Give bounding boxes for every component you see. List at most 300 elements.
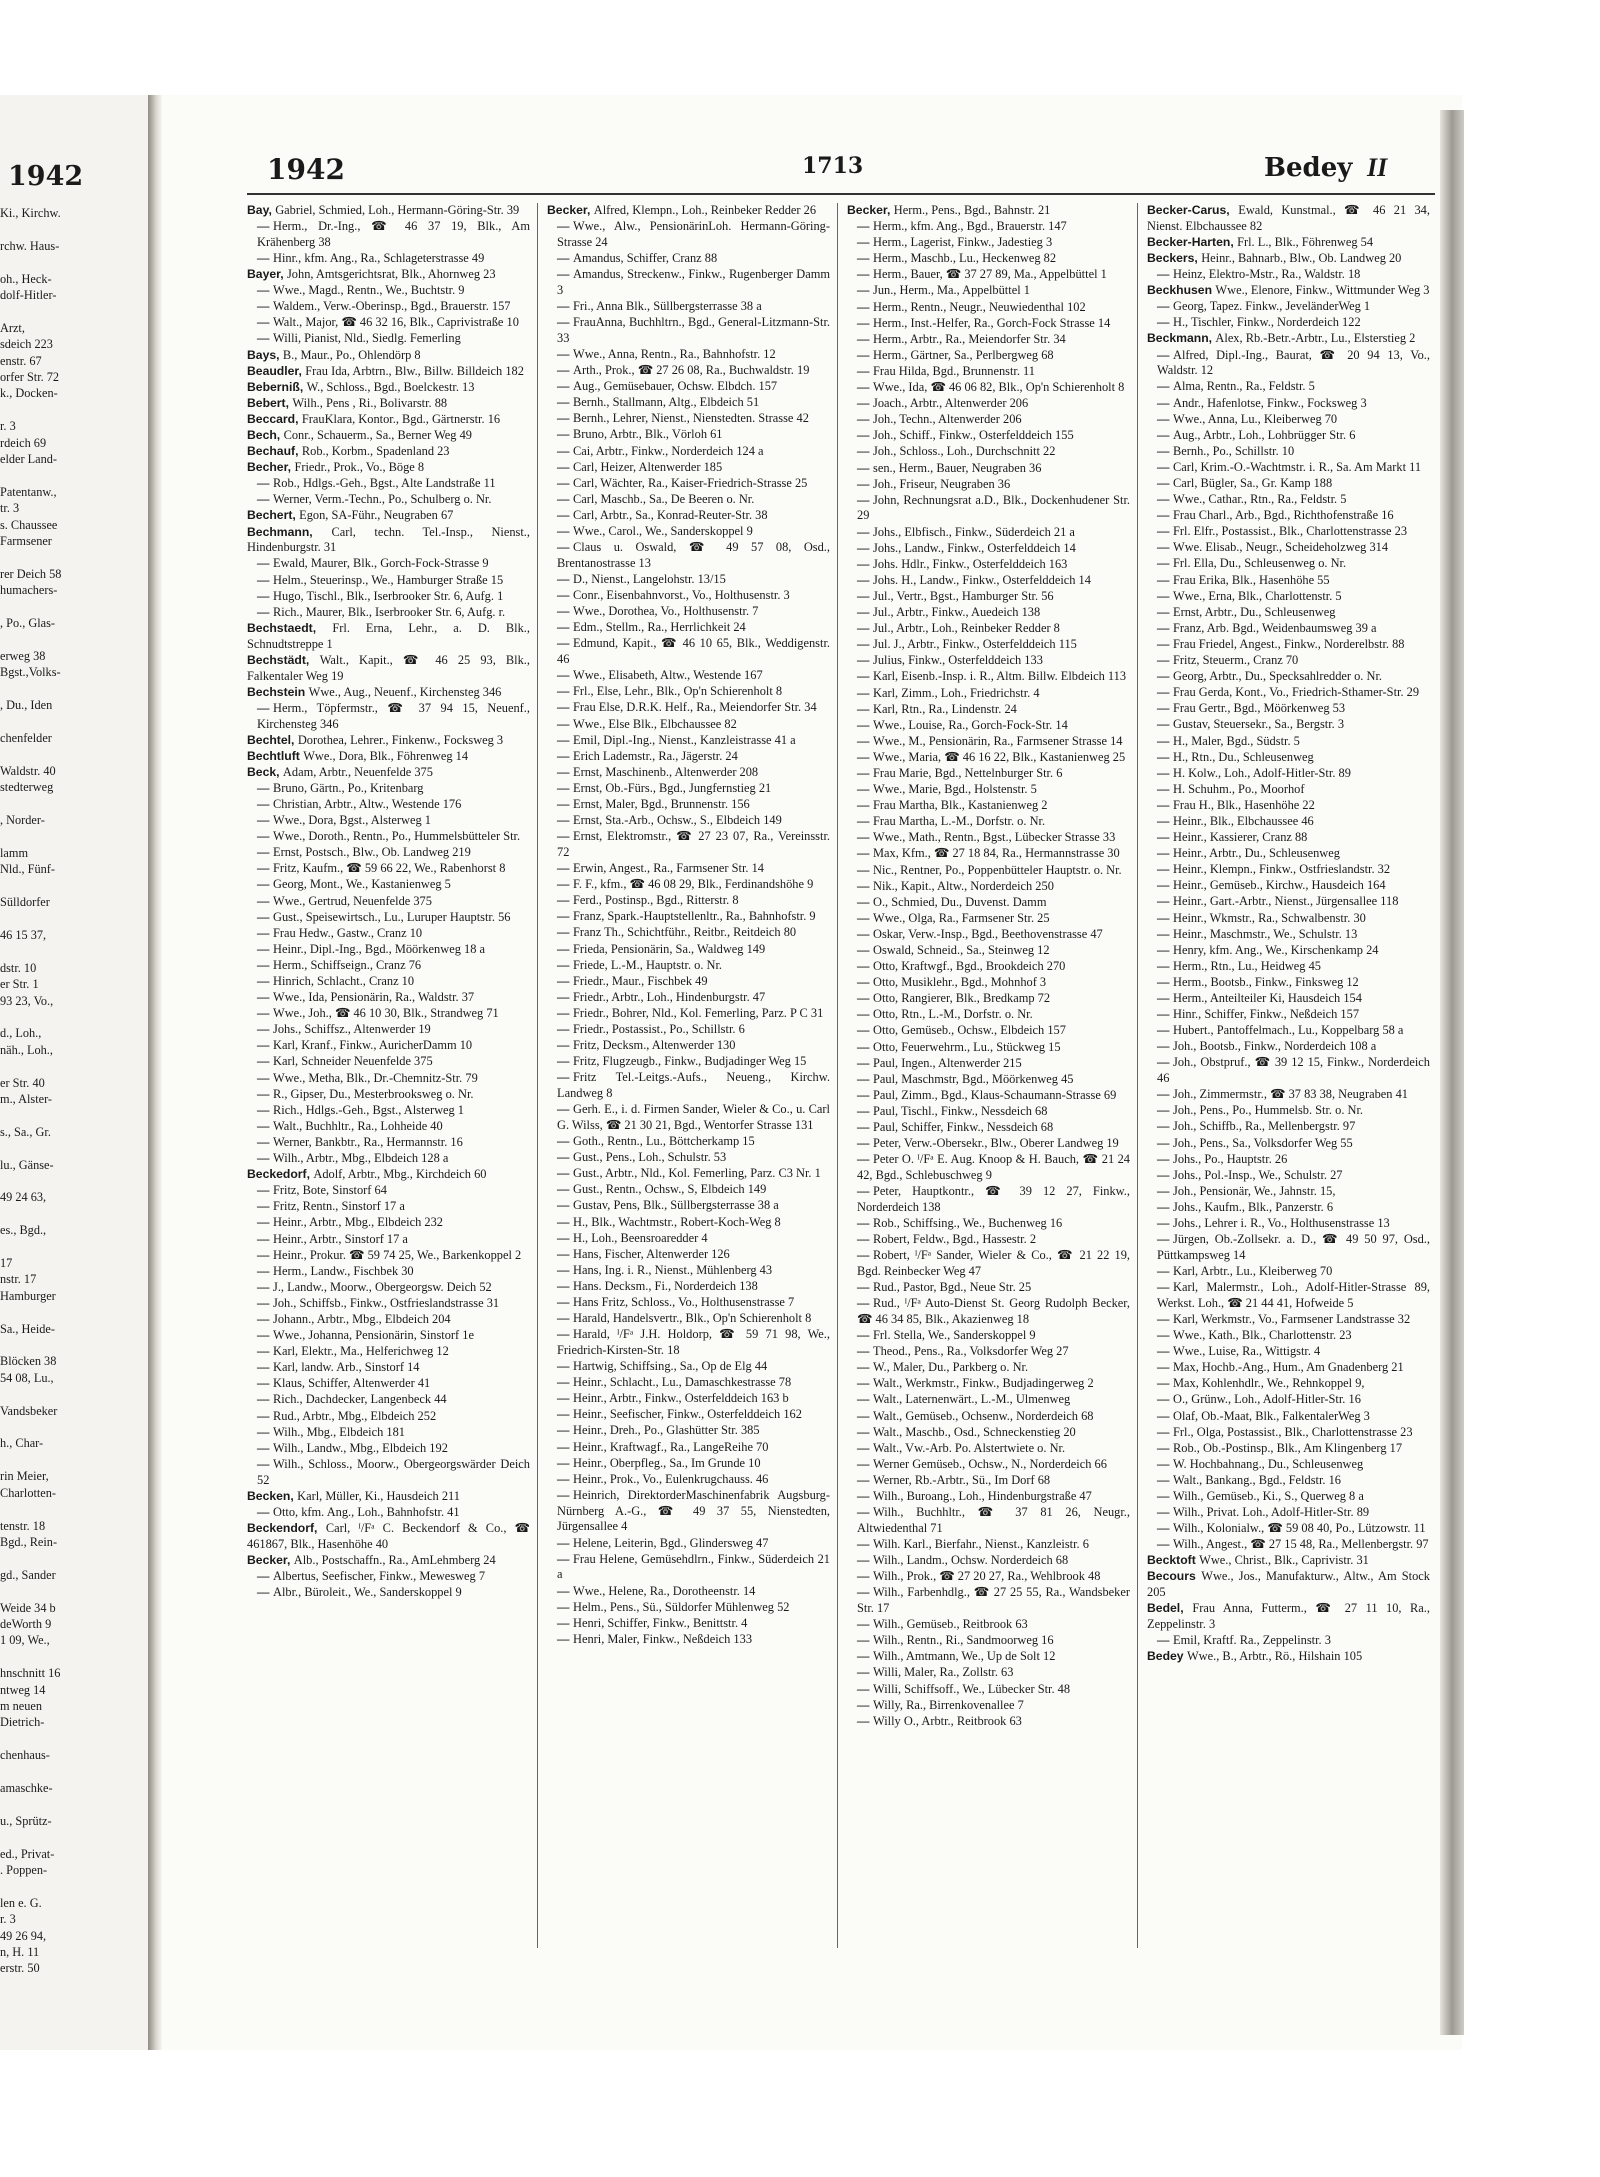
entry-dash: — xyxy=(857,1472,870,1487)
directory-entry xyxy=(847,396,1130,412)
entry-dash: — xyxy=(1157,1264,1170,1278)
entry-details: Conr., Eisenbahnvorst., Vo., Holthusenstr. 3 xyxy=(573,588,790,603)
directory-entry xyxy=(547,829,830,861)
entry-dash: — xyxy=(857,814,870,829)
directory-entry xyxy=(1147,1039,1430,1055)
left-page-line: 54 08, Lu., xyxy=(0,1370,54,1385)
directory-entry xyxy=(247,1022,530,1038)
directory-entry xyxy=(1147,396,1430,412)
entry-details: Paul, Schiffer, Finkw., Nessdeich 68 xyxy=(873,1120,1054,1135)
directory-entry xyxy=(247,1151,530,1167)
entry-details: Heinr., Wkmstr., Ra., Schwalbenstr. 30 xyxy=(1173,910,1366,925)
entry-dash: — xyxy=(557,1375,570,1390)
entry-details: Heinr., Arbtr., Du., Schleusenweg xyxy=(1173,846,1340,861)
entry-dash: — xyxy=(1157,1456,1170,1471)
entry-dash: — xyxy=(1157,1199,1170,1214)
entry-dash: — xyxy=(857,1216,870,1231)
entry-dash: — xyxy=(257,1328,270,1343)
entry-details: Alfred, Dipl.-Ing., Baurat, ☎ 20 94 13, Vo., Waldstr. 12 xyxy=(1157,347,1430,378)
entry-details: Karl, landw. Arb., Sinstorf 14 xyxy=(273,1360,420,1375)
entry-details: Wilh., Landm., Ochsw. Norderdeich 68 xyxy=(873,1553,1069,1568)
entry-details: Wwe., Gertrud, Neuenfelde 375 xyxy=(273,893,432,908)
directory-entry xyxy=(847,959,1130,975)
directory-entry xyxy=(1147,685,1430,701)
entry-details: Herm., Inst.-Helfer, Ra., Gorch-Fock Strasse 14 xyxy=(873,315,1111,330)
entry-surname: Becktoft xyxy=(1147,1553,1200,1568)
directory-entry xyxy=(547,1006,830,1022)
entry-dash: — xyxy=(257,893,270,908)
left-page-line: 49 26 94, xyxy=(0,1928,47,1943)
entry-details: Amandus, Streckenw., Finkw., Rugenberger Damm 3 xyxy=(557,267,830,297)
directory-entry xyxy=(247,926,530,942)
directory-entry xyxy=(847,879,1130,895)
entry-surname: Bedel, xyxy=(1147,1601,1193,1616)
entry-dash: — xyxy=(257,845,270,860)
entry-details: Wwe., Dorothea, Vo., Holthusenstr. 7 xyxy=(573,604,759,619)
entry-details: Wwe. Elisab., Neugr., Scheideholzweg 314 xyxy=(1173,540,1389,555)
entry-details: Carl, Heizer, Altenwerder 185 xyxy=(573,459,723,474)
directory-entry xyxy=(247,894,530,910)
directory-entry xyxy=(847,1489,1130,1505)
entry-dash: — xyxy=(857,846,870,861)
directory-column-4 xyxy=(1147,203,1430,1948)
entry-dash: — xyxy=(857,1136,870,1151)
entry-dash: — xyxy=(857,1023,870,1038)
entry-dash: — xyxy=(557,1038,570,1053)
directory-entry xyxy=(247,861,530,877)
entry-dash: — xyxy=(557,780,570,795)
directory-entry xyxy=(847,718,1130,734)
entry-dash: — xyxy=(857,428,870,443)
entry-details: Paul, Tischl., Finkw., Nessdeich 68 xyxy=(873,1103,1048,1118)
directory-entry xyxy=(547,620,830,636)
directory-entry xyxy=(847,444,1130,460)
entry-dash: — xyxy=(257,796,270,811)
left-page-line: m neuen xyxy=(0,1698,43,1713)
entry-dash: — xyxy=(1157,942,1170,957)
entry-surname: Bechstaedt, xyxy=(247,620,333,635)
directory-entry xyxy=(847,1569,1130,1585)
entry-details: Wwe., Maria, ☎ 46 16 22, Blk., Kastanienweg 25 xyxy=(873,749,1126,764)
entry-details: Edmund, Kapit., ☎ 46 10 65, Blk., Weddigenstr. 46 xyxy=(557,636,830,667)
entry-details: Wwe., Elenore, Finkw., Wittmunder Weg 3 xyxy=(1215,283,1430,298)
entry-dash: — xyxy=(257,861,270,876)
entry-dash: — xyxy=(257,476,270,491)
entry-details: Hinr., kfm. Ang., Ra., Schlageterstrasse 49 xyxy=(273,250,485,265)
directory-entry xyxy=(547,861,830,877)
directory-entry xyxy=(1147,1425,1430,1441)
directory-entry xyxy=(547,395,830,411)
directory-entry xyxy=(247,1135,530,1151)
entry-dash: — xyxy=(857,1649,870,1664)
entry-details: Fri., Anna Blk., Süllbergsterrasse 38 a xyxy=(573,298,762,313)
left-page-line: nstr. 17 xyxy=(0,1272,37,1287)
entry-details: H. Kolw., Loh., Adolf-Hitler-Str. 89 xyxy=(1173,765,1351,780)
entry-dash: — xyxy=(557,877,570,892)
left-page-line xyxy=(0,1304,148,1320)
entry-dash: — xyxy=(557,1535,570,1550)
directory-entry xyxy=(847,1473,1130,1489)
directory-entry xyxy=(247,765,530,781)
entry-dash: — xyxy=(1157,797,1170,812)
directory-entry xyxy=(847,1296,1130,1328)
entry-details: Ernst, Sta.-Arb., Ochsw., S., Elbdeich 149 xyxy=(573,813,782,828)
directory-entry xyxy=(1147,959,1430,975)
directory-entry xyxy=(1147,1537,1430,1553)
entry-details: Heinz, Elektro-Mstr., Ra., Waldstr. 18 xyxy=(1173,267,1361,282)
entry-details: Heinr., Dreh., Po., Glashütter Str. 385 xyxy=(573,1423,760,1438)
left-page-line: 46 15 37, xyxy=(0,927,47,942)
entry-details: Frau Gerda, Kont., Vo., Friedrich-Sthamer-Str. 29 xyxy=(1173,685,1420,700)
directory-entry xyxy=(1147,782,1430,798)
entry-details: Heinr., Kraftwagf., Ra., LangeReihe 70 xyxy=(573,1439,769,1454)
directory-entry xyxy=(1147,653,1430,669)
directory-entry xyxy=(847,605,1130,621)
entry-details: Wwe., Johanna, Pensionärin, Sinstorf 1e xyxy=(273,1328,474,1343)
entry-dash: — xyxy=(557,700,570,715)
directory-entry xyxy=(547,1359,830,1375)
directory-entry xyxy=(547,1488,830,1535)
entry-details: Frl. Stella, We., Sanderskoppel 9 xyxy=(873,1328,1036,1343)
entry-details: Walt., Major, ☎ 46 32 16, Blk., Caprivistraße 10 xyxy=(273,315,519,330)
directory-entry xyxy=(847,1537,1130,1553)
entry-details: Frl. Erna, Lehr., a. D. Blk., Schnudtstreppe 1 xyxy=(247,620,530,651)
entry-dash: — xyxy=(857,1280,870,1295)
entry-dash: — xyxy=(257,974,270,989)
entry-dash: — xyxy=(1157,315,1170,330)
entry-dash: — xyxy=(857,396,870,411)
directory-entry xyxy=(847,1232,1130,1248)
entry-dash: — xyxy=(857,894,870,909)
entry-details: Helm., Pens., Sü., Süldorfer Mühlenweg 52 xyxy=(573,1599,790,1614)
entry-details: Andr., Hafenlotse, Finkw., Focksweg 3 xyxy=(1173,395,1367,410)
entry-dash: — xyxy=(857,1087,870,1102)
directory-entry xyxy=(547,1247,830,1263)
entry-details: Wwe., Dora, Bgst., Alsterweg 1 xyxy=(273,813,431,828)
entry-details: Joh., Obstpruf., ☎ 39 12 15, Finkw., Norderdeich 46 xyxy=(1157,1055,1430,1086)
entry-dash: — xyxy=(857,669,870,684)
entry-dash: — xyxy=(1157,1311,1170,1326)
entry-dash: — xyxy=(857,749,870,764)
directory-entry xyxy=(547,1038,830,1054)
directory-entry xyxy=(1147,766,1430,782)
entry-details: Carl, Arbtr., Sa., Konrad-Reuter-Str. 38 xyxy=(573,507,768,522)
entry-details: Joh., Schiffb., Ra., Mellenbergstr. 97 xyxy=(1173,1119,1356,1134)
directory-entry xyxy=(847,846,1130,862)
entry-dash: — xyxy=(1157,1633,1170,1648)
entry-details: Heinr., Schlacht., Lu., Damaschkestrasse 78 xyxy=(573,1375,792,1390)
entry-details: Fritz Tel.-Leitgs.-Aufs., Neueng., Kirchw. Landweg 8 xyxy=(557,1070,830,1101)
entry-details: Johs., Kaufm., Blk., Panzerstr. 6 xyxy=(1173,1199,1334,1214)
entry-dash: — xyxy=(557,523,570,538)
entry-details: Joh., Bootsb., Finkw., Norderdeich 108 a xyxy=(1173,1039,1377,1054)
entry-details: Frl. Elfr., Postassist., Blk., Charlottenstrasse 23 xyxy=(1173,524,1408,539)
directory-entry xyxy=(847,637,1130,653)
entry-details: John, Amtsgerichtsrat, Blk., Ahornweg 23 xyxy=(286,267,496,282)
entry-details: Ernst, Ob.-Fürs., Bgd., Jungfernstieg 21 xyxy=(573,780,772,795)
entry-dash: — xyxy=(557,764,570,779)
directory-entry xyxy=(247,1183,530,1199)
entry-details: Bernh., Stallmann, Altg., Elbdeich 51 xyxy=(573,395,760,410)
entry-dash: — xyxy=(557,1615,570,1630)
entry-dash: — xyxy=(557,411,570,426)
left-page-line: 1 09, We., xyxy=(0,1633,50,1648)
entry-details: Hans Fritz, Schloss., Vo., Holthusenstrasse 7 xyxy=(573,1295,795,1309)
directory-entry xyxy=(847,1425,1130,1441)
entry-dash: — xyxy=(257,572,270,587)
entry-details: Harald, ᴵ/Fᵃ J.H. Holdorp, ☎ 59 71 98, We., Friedrich-Kirsten-Str. 18 xyxy=(557,1327,830,1357)
entry-details: Herm., Rtn., Lu., Heidweg 45 xyxy=(1173,958,1321,973)
directory-entry xyxy=(247,1553,530,1569)
entry-details: Wilh., Angest., ☎ 27 15 48, Ra., Mellenbergstr. 97 xyxy=(1173,1537,1429,1552)
directory-entry xyxy=(847,364,1130,380)
entry-details: Frau Anna, Futterm., ☎ 27 11 10, Ra., Zeppelinstr. 3 xyxy=(1147,1601,1430,1632)
directory-entry xyxy=(1147,1409,1430,1425)
directory-entry xyxy=(547,765,830,781)
entry-details: Herm., Schiffseign., Cranz 76 xyxy=(273,957,422,972)
directory-entry xyxy=(1147,1087,1430,1103)
entry-details: Wilh., Buchhltr., ☎ 37 81 26, Neugr., Altwiedenthal 71 xyxy=(857,1505,1130,1535)
entry-dash: — xyxy=(257,909,270,924)
entry-details: H., Rtn., Du., Schleusenweg xyxy=(1173,749,1314,764)
entry-dash: — xyxy=(557,459,570,474)
entry-details: Wilh., Privat. Loh., Adolf-Hitler-Str. 89 xyxy=(1173,1505,1370,1520)
entry-dash: — xyxy=(1157,459,1170,474)
entry-dash: — xyxy=(557,346,570,361)
directory-column-1 xyxy=(247,203,530,1948)
entry-dash: — xyxy=(857,524,870,539)
left-page-line: k., Docken- xyxy=(0,386,58,401)
entry-dash: — xyxy=(557,395,570,410)
left-page-line xyxy=(0,1239,148,1255)
entry-details: Wwe., Kath., Blk., Charlottenstr. 23 xyxy=(1173,1328,1352,1343)
entry-details: Heinr., Arbtr., Finkw., Osterfelddeich 163 b xyxy=(573,1391,789,1406)
entry-dash: — xyxy=(1157,701,1170,716)
left-page-line: r. 3 xyxy=(0,1912,16,1927)
entry-details: Erwin, Angest., Ra., Farmsener Str. 14 xyxy=(573,861,765,876)
directory-entry xyxy=(1147,1489,1430,1505)
left-page-line: rdeich 69 xyxy=(0,435,47,450)
directory-entry xyxy=(1147,1553,1430,1569)
entry-dash: — xyxy=(857,1440,870,1455)
directory-entry xyxy=(1147,379,1430,395)
directory-entry xyxy=(847,863,1130,879)
entry-dash: — xyxy=(1157,299,1170,314)
entry-surname: Becker-Carus, xyxy=(1147,203,1239,217)
directory-entry xyxy=(847,653,1130,669)
entry-dash: — xyxy=(857,1007,870,1022)
entry-dash: — xyxy=(857,444,870,459)
directory-entry xyxy=(1147,348,1430,380)
entry-details: Johs., Lehrer i. R., Vo., Holthusenstrasse 13 xyxy=(1173,1216,1390,1231)
left-page-line: , Po., Glas- xyxy=(0,616,55,631)
left-page-line: humachers- xyxy=(0,583,58,598)
entry-dash: — xyxy=(257,1584,270,1599)
directory-entry xyxy=(847,1553,1130,1569)
directory-entry xyxy=(847,428,1130,444)
entry-dash: — xyxy=(557,1359,570,1374)
left-page-line: Vandsbeker xyxy=(0,1403,58,1418)
entry-dash: — xyxy=(1157,974,1170,989)
directory-entry xyxy=(247,476,530,492)
entry-dash: — xyxy=(257,1424,270,1439)
entry-details: Wwe., Christ., Blk., Caprivistr. 31 xyxy=(1199,1553,1369,1568)
entry-details: Heinr., Seefischer, Finkw., Osterfelddeich 162 xyxy=(573,1407,802,1422)
directory-entry xyxy=(847,1216,1130,1232)
entry-details: FrauKlara, Kontor., Bgd., Gärtnerstr. 16 xyxy=(301,411,501,426)
directory-entry xyxy=(847,1409,1130,1425)
directory-entry xyxy=(247,380,530,396)
entry-dash: — xyxy=(257,1231,270,1246)
entry-details: Amandus, Schiffer, Cranz 88 xyxy=(573,250,718,265)
directory-entry xyxy=(547,1632,830,1648)
entry-dash: — xyxy=(557,668,570,683)
entry-dash: — xyxy=(557,1166,570,1181)
entry-details: Carl, Maschb., Sa., De Beeren o. Nr. xyxy=(573,491,755,506)
entry-dash: — xyxy=(857,476,870,491)
directory-entry xyxy=(247,829,530,845)
directory-entry xyxy=(1147,830,1430,846)
directory-entry xyxy=(547,363,830,379)
left-page-column xyxy=(0,205,148,1977)
directory-entry xyxy=(847,1344,1130,1360)
entry-dash: — xyxy=(257,331,270,346)
entry-details: Willi, Pianist, Nld., Siedlg. Femerling xyxy=(273,331,461,346)
left-page-line xyxy=(0,632,148,648)
entry-dash: — xyxy=(857,251,870,266)
page-edge-shadow xyxy=(1440,110,1464,2035)
entry-surname: Beckers, xyxy=(1147,250,1202,265)
entry-details: Karl, Schneider Neuenfelde 375 xyxy=(273,1054,433,1069)
entry-details: Frau Hedw., Gastw., Cranz 10 xyxy=(273,925,423,940)
entry-dash: — xyxy=(1157,765,1170,780)
entry-details: Karl, Eisenb.-Insp. i. R., Altm. Billw. Elbdeich 113 xyxy=(873,669,1127,684)
directory-entry xyxy=(247,1264,530,1280)
entry-dash: — xyxy=(557,1150,570,1165)
entry-dash: — xyxy=(557,973,570,988)
entry-details: Albr., Büroleit., We., Sanderskoppel 9 xyxy=(273,1584,462,1599)
left-page-line xyxy=(0,878,148,894)
entry-details: H., Maler, Bgd., Südstr. 5 xyxy=(1173,733,1300,748)
entry-dash: — xyxy=(857,1071,870,1086)
entry-details: Herm., kfm. Ang., Bgd., Brauerstr. 147 xyxy=(873,219,1067,234)
directory-entry xyxy=(247,1392,530,1408)
entry-dash: — xyxy=(1157,347,1170,362)
entry-dash: — xyxy=(1157,1344,1170,1359)
entry-dash: — xyxy=(557,1551,570,1566)
entry-dash: — xyxy=(557,491,570,506)
left-page-line: ntweg 14 xyxy=(0,1682,46,1697)
entry-details: Karl, Kranf., Finkw., AuricherDamm 10 xyxy=(273,1038,473,1053)
entry-dash: — xyxy=(557,1214,570,1229)
entry-details: Werner, Bankbtr., Ra., Hermannstr. 16 xyxy=(273,1134,463,1149)
entry-details: Bruno, Gärtn., Po., Kritenbarg xyxy=(273,780,424,795)
directory-entry xyxy=(1147,492,1430,508)
entry-dash: — xyxy=(257,1118,270,1133)
directory-entry xyxy=(247,701,530,733)
entry-details: Carl, Bügler, Sa., Gr. Kamp 188 xyxy=(1173,476,1333,490)
directory-entry xyxy=(247,315,530,331)
entry-details: Joach., Arbtr., Altenwerder 206 xyxy=(873,396,1029,411)
directory-entry xyxy=(1147,1328,1430,1344)
entry-details: FrauAnna, Buchhltrn., Bgd., General-Litzmann-Str. 33 xyxy=(557,315,830,345)
directory-entry xyxy=(547,299,830,315)
entry-dash: — xyxy=(1157,379,1170,394)
directory-entry xyxy=(547,347,830,363)
directory-entry xyxy=(547,1327,830,1359)
entry-dash: — xyxy=(857,267,870,282)
entry-dash: — xyxy=(1157,604,1170,619)
left-page-line: elder Land- xyxy=(0,452,58,467)
entry-dash: — xyxy=(257,1070,270,1085)
entry-dash: — xyxy=(857,1344,870,1359)
entry-details: Friedr., Postassist., Po., Schillstr. 6 xyxy=(573,1022,745,1036)
entry-details: Fritz, Kaufm., ☎ 59 66 22, We., Rabenhorst 8 xyxy=(273,861,506,876)
left-page-line: Bgst.,Volks- xyxy=(0,665,61,680)
entry-details: Wilh., Rentn., Ri., Sandmoorweg 16 xyxy=(873,1633,1054,1648)
directory-entry xyxy=(247,331,530,347)
left-page-line xyxy=(0,1878,148,1894)
directory-entry xyxy=(1147,283,1430,299)
entry-dash: — xyxy=(857,1424,870,1439)
entry-dash: — xyxy=(557,250,570,265)
entry-dash: — xyxy=(857,733,870,748)
entry-details: Hartwig, Schiffsing., Sa., Op de Elg 44 xyxy=(573,1359,768,1374)
directory-page xyxy=(162,95,1462,2050)
entry-details: Jul., Arbtr., Loh., Reinbeker Redder 8 xyxy=(873,621,1060,636)
directory-entry xyxy=(847,348,1130,364)
entry-details: W. Hochbahnang., Du., Schleusenweg xyxy=(1173,1456,1364,1471)
directory-entry xyxy=(847,1617,1130,1633)
entry-details: Wwe., Alw., PensionärinLoh. Hermann-Göring-Strasse 24 xyxy=(557,219,830,249)
entry-dash: — xyxy=(857,959,870,974)
entry-details: Wilh., Pens , Ri., Bolivarstr. 88 xyxy=(292,395,448,410)
directory-entry xyxy=(847,766,1130,782)
entry-details: Heinr., Oberpfleg., Sa., Im Grunde 10 xyxy=(573,1455,761,1470)
entry-details: Willi, Schiffsoff., We., Lübecker Str. 48 xyxy=(873,1681,1071,1696)
entry-surname: Bedey xyxy=(1147,1649,1187,1664)
entry-surname: Beberniß, xyxy=(247,379,307,394)
directory-entry xyxy=(547,893,830,909)
entry-details: Peter, Verw.-Obersekr., Blw., Oberer Landweg 19 xyxy=(873,1136,1119,1151)
entry-details: Frl., Olga, Postassist., Blk., Charlottenstrasse 23 xyxy=(1173,1424,1413,1439)
left-page-line: stedterweg xyxy=(0,780,54,795)
directory-entry xyxy=(847,1714,1130,1730)
entry-dash: — xyxy=(557,363,570,378)
left-page-line: er Str. 40 xyxy=(0,1075,45,1090)
entry-surname: Beckhusen xyxy=(1147,283,1216,298)
entry-details: Herm., Bauer, ☎ 37 27 89, Ma., Appelbüttel 1 xyxy=(873,267,1107,282)
entry-details: Karl, Zimm., Loh., Friedrichstr. 4 xyxy=(873,685,1040,700)
entry-dash: — xyxy=(557,636,570,651)
entry-details: Franz, Spark.-Hauptstellenltr., Ra., Bahnhofstr. 9 xyxy=(573,909,816,924)
directory-entry xyxy=(1147,1168,1430,1184)
entry-details: O., Grünw., Loh., Adolf-Hitler-Str. 16 xyxy=(1173,1392,1361,1407)
entry-details: Johs. Hdlr., Finkw., Osterfelddeich 163 xyxy=(873,556,1068,571)
entry-details: Wilh., Schloss., Moorw., Obergeorgswärder Deich 52 xyxy=(257,1456,530,1487)
left-page-line: u., Sprütz- xyxy=(0,1813,52,1828)
entry-dash: — xyxy=(857,1456,870,1471)
entry-surname: Bechstädt, xyxy=(247,652,320,667)
entry-dash: — xyxy=(257,556,270,571)
entry-details: Georg, Arbtr., Du., Specksahlredder o. Nr. xyxy=(1173,669,1382,684)
directory-entry xyxy=(847,1682,1130,1698)
entry-details: Walt., Kapit., ☎ 46 25 93, Blk., Falkentaler Weg 19 xyxy=(247,652,530,683)
entry-details: Heinr., Blk., Elbchaussee 46 xyxy=(1173,813,1314,828)
left-page-line: Blöcken 38 xyxy=(0,1354,57,1369)
left-page-line xyxy=(0,714,148,730)
entry-dash: — xyxy=(557,813,570,828)
